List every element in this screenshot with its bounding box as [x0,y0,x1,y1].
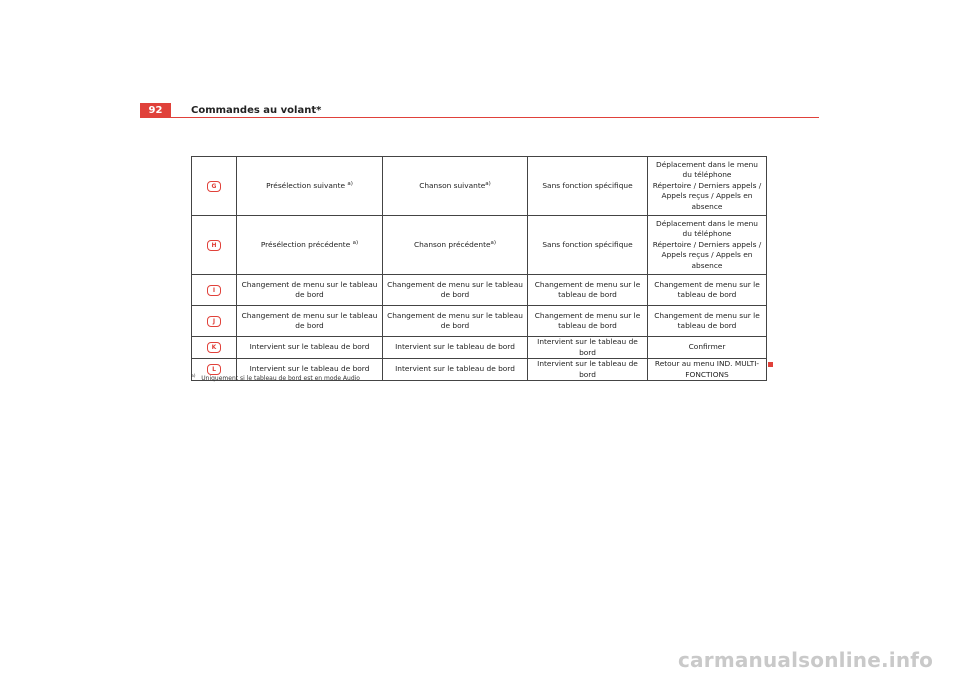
table-row [192,337,767,359]
page-number: 92 [140,103,171,118]
table-cell: Intervient sur le tableau de bord [383,337,528,359]
table-row [192,157,767,216]
table-cell: Déplacement dans le menu du téléphone Répertoire / Derniers appels / Appels reçus / Appels en absence [648,157,767,216]
footnote-ref: a) [490,239,497,246]
footnote-text: Uniquement si le tableau de bord est en mode Audio [201,375,360,382]
table-cell: Intervient sur le tableau de bord [528,359,648,381]
table-row [192,216,767,275]
table-cell: Présélection suivante $^{a)}$ [237,157,383,216]
table-cell: Déplacement dans le menu du téléphone Répertoire / Derniers appels / Appels reçus / Appels en absence [648,216,767,275]
table-cell: Sans fonction spécifique [528,216,648,275]
table-cell: Changement de menu sur le tableau de bord [383,306,528,337]
table-cell: Changement de menu sur le tableau de bord [237,306,383,337]
button-g-icon: G [207,181,221,192]
table-cell: Intervient sur le tableau de bord [237,359,383,381]
footnote [191,375,360,382]
table-cell: Changement de menu sur le tableau de bord [528,275,648,306]
row-icon-cell [192,337,237,359]
table-cell: Intervient sur le tableau de bord [383,359,528,381]
table-cell: Intervient sur le tableau de bord [528,337,648,359]
footnote-mark: a) [191,374,196,379]
table-row [192,306,767,337]
table-cell: Changement de menu sur le tableau de bord [383,275,528,306]
button-i-icon: I [207,285,221,296]
row-icon-cell [192,157,237,216]
page-title: Commandes au volant* [191,105,322,116]
button-j-icon: J [207,316,221,327]
table-cell: Confirmer [648,337,767,359]
footnote-ref: a) [347,180,353,187]
steering-controls-table [191,156,767,381]
footnote-ref: a) [485,180,491,187]
table-cell: Changement de menu sur le tableau de bord [648,275,767,306]
row-icon-cell [192,275,237,306]
table-cell: Changement de menu sur le tableau de bord [648,306,767,337]
button-h-icon: H [207,240,221,251]
table-cell: Intervient sur le tableau de bord [237,337,383,359]
table-cell: Chanson précédente$^{a)}$ [383,216,528,275]
table-cell: Sans fonction spécifique [528,157,648,216]
table-cell: Changement de menu sur le tableau de bord [237,275,383,306]
table-row [192,275,767,306]
row-icon-cell [192,216,237,275]
button-k-icon: K [207,342,221,353]
section-end-mark [768,362,773,367]
button-l-icon: L [207,364,221,375]
row-icon-cell [192,306,237,337]
table-cell: Chanson suivante$^{a)}$ [383,157,528,216]
table-cell: Retour au menu IND. MULTI-FONCTIONS [648,359,767,381]
table-cell: Changement de menu sur le tableau de bord [528,306,648,337]
header-rule [171,117,819,118]
watermark: carmanualsonline.info [678,648,934,672]
footnote-ref: a) [352,239,359,246]
table-cell: Présélection précédente $^{a)}$ [237,216,383,275]
